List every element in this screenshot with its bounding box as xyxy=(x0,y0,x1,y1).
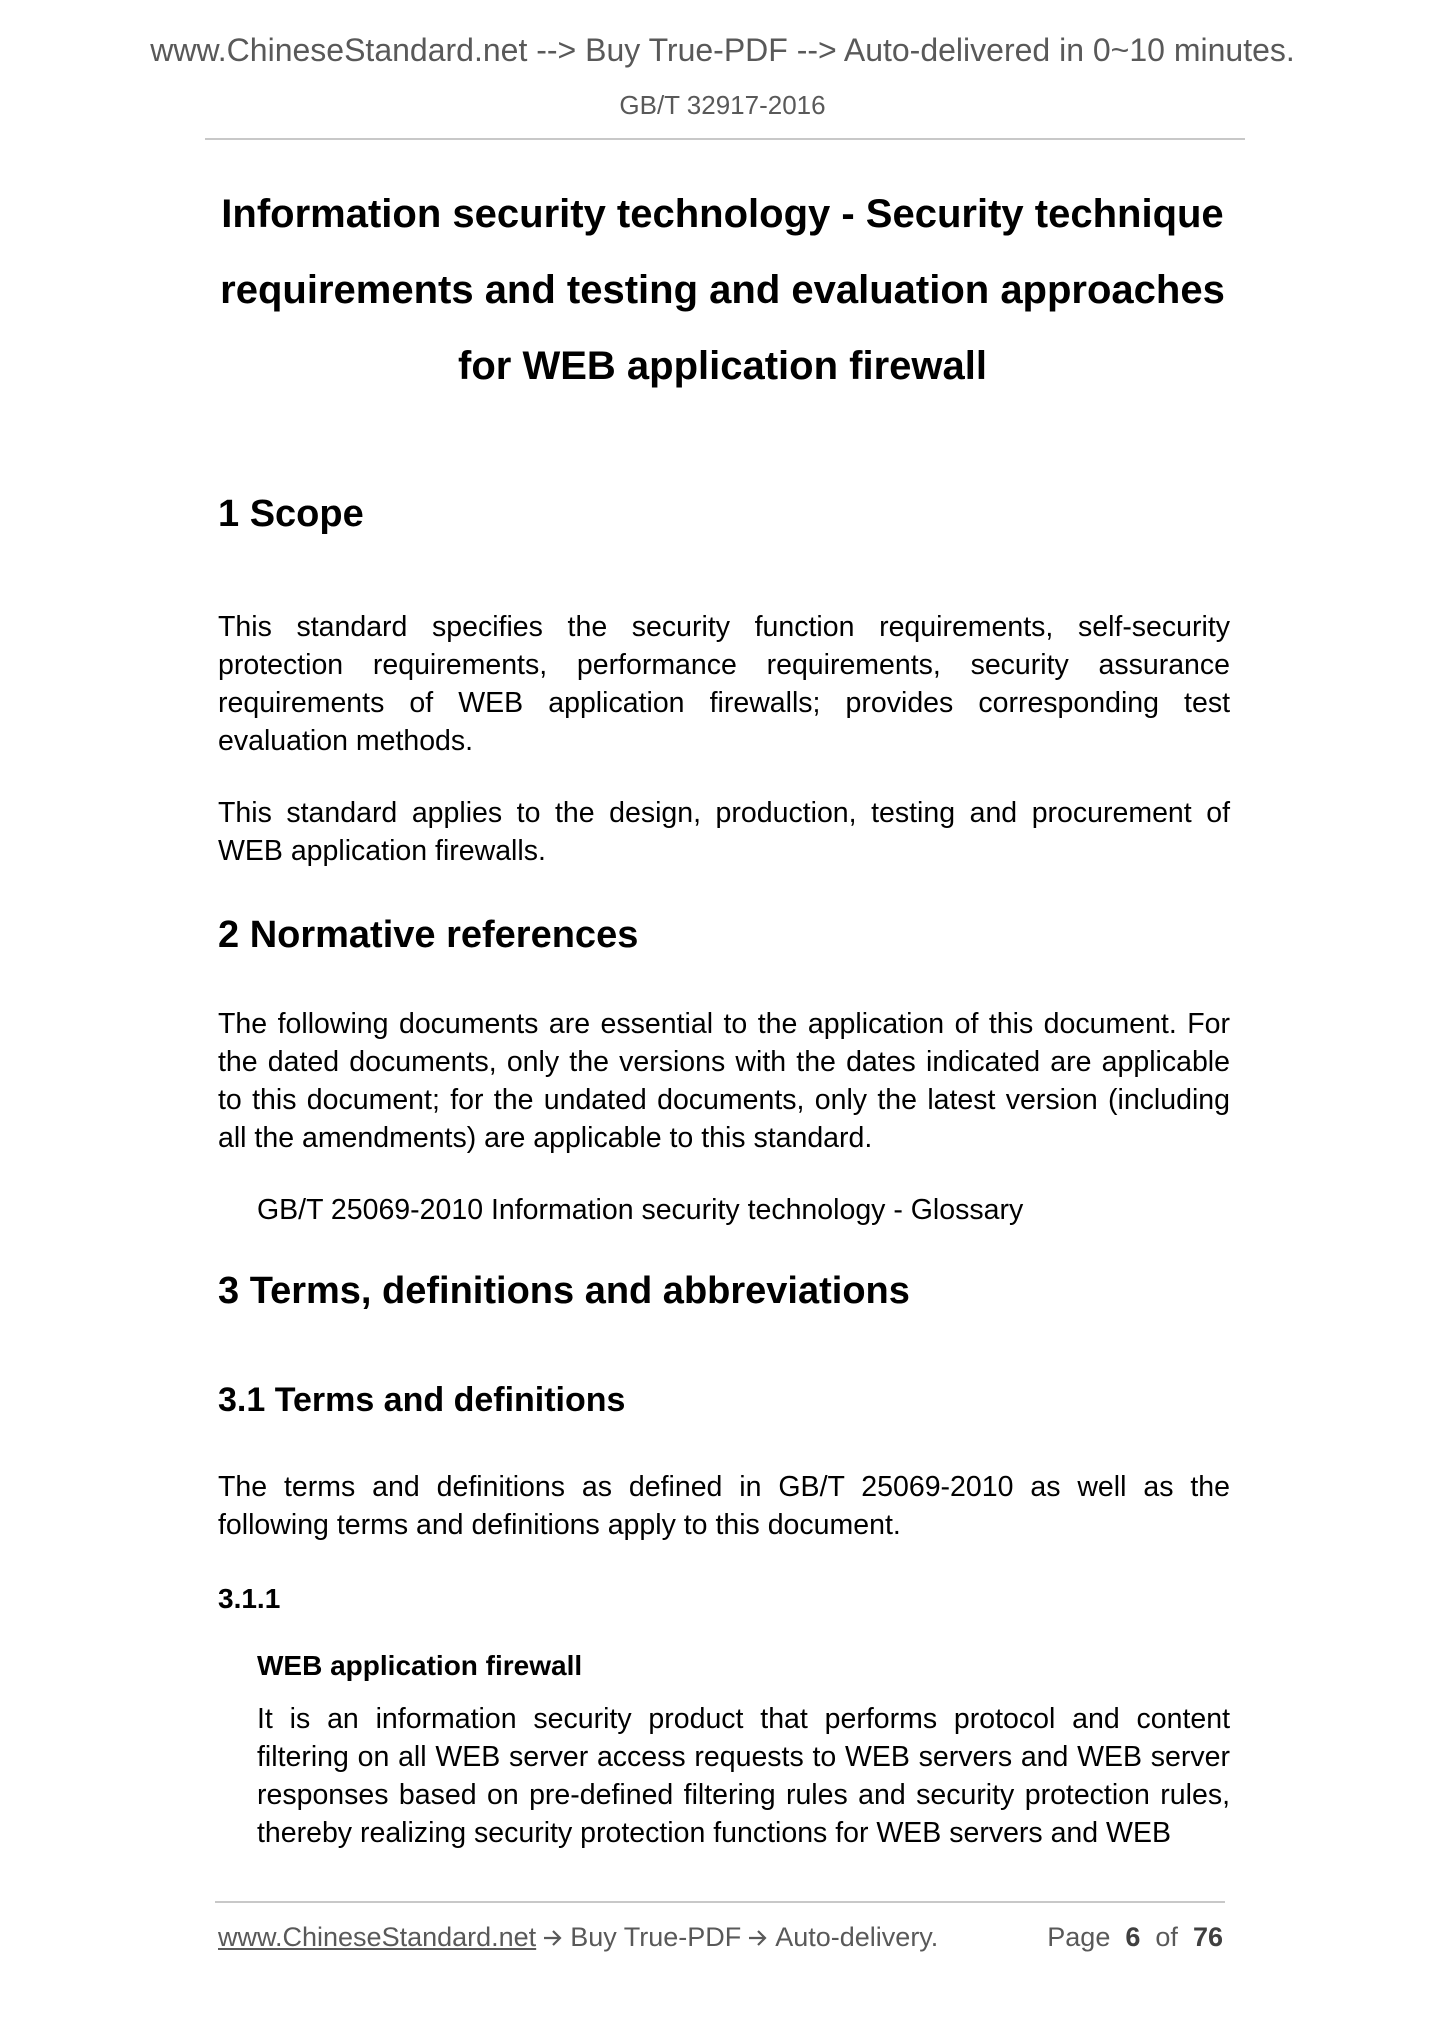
footer-site-link[interactable]: www.ChineseStandard.net xyxy=(218,1922,537,1952)
section-terms-heading: 3 Terms, definitions and abbreviations xyxy=(218,1270,910,1312)
footer-delivery-text: Auto-delivery. xyxy=(775,1922,939,1952)
section-normative-heading: 2 Normative references xyxy=(218,914,639,956)
page-number: 6 xyxy=(1125,1922,1141,1952)
footer-promo xyxy=(218,1922,938,1953)
title-line-3: for WEB application firewall xyxy=(458,344,987,388)
title-line-1: Information security technology - Security technique xyxy=(221,192,1224,236)
header-divider xyxy=(205,138,1245,140)
scope-paragraph-2: This standard applies to the design, production, testing and procurement of WEB application firewalls. xyxy=(218,797,1230,867)
total-pages: 76 xyxy=(1192,1922,1223,1952)
right-arrow-icon xyxy=(542,1928,564,1948)
normative-reference-item: GB/T 25069-2010 Information security technology - Glossary xyxy=(257,1194,1024,1226)
document-title xyxy=(205,176,1240,404)
scope-paragraph-1: This standard specifies the security function requirements, self-security protection requirements, performance requirements, security assurance requirements of WEB application firewalls; provides corresponding test evaluation methods. xyxy=(218,611,1230,757)
terms-paragraph-1: The terms and definitions as defined in GB/T 25069-2010 as well as the following terms and definitions apply to this document. xyxy=(218,1471,1230,1541)
normative-paragraph-1: The following documents are essential to the application of this document. For the dated documents, only the versions with the dates indicated are applicable to this document; for the undated documents, only the latest version (including all the amendments) are applicable to this standard. xyxy=(218,1008,1230,1154)
title-line-2: requirements and testing and evaluation approaches xyxy=(220,268,1225,312)
header-banner: www.ChineseStandard.net --> Buy True-PDF --> Auto-delivered in 0~10 minutes. xyxy=(150,32,1295,68)
page-indicator xyxy=(1047,1922,1223,1953)
section-scope-heading: 1 Scope xyxy=(218,493,364,535)
term-definition: It is an information security product that performs protocol and content filtering on all WEB server access requests to WEB servers and WEB server responses based on pre-defined filtering rules and security protection rules, thereby realizing security protection functions for WEB servers and WEB xyxy=(257,1703,1230,1849)
of-label: of xyxy=(1155,1922,1178,1952)
page-label: Page xyxy=(1047,1922,1111,1952)
document-id: GB/T 32917-2016 xyxy=(619,90,826,120)
term-name: WEB application firewall xyxy=(257,1650,583,1681)
right-arrow-icon xyxy=(747,1928,769,1948)
subsection-terms-definitions-heading: 3.1 Terms and definitions xyxy=(218,1381,626,1419)
footer-buy-text: Buy True-PDF xyxy=(570,1922,742,1952)
clause-number: 3.1.1 xyxy=(218,1583,281,1614)
footer-divider xyxy=(215,1901,1225,1903)
